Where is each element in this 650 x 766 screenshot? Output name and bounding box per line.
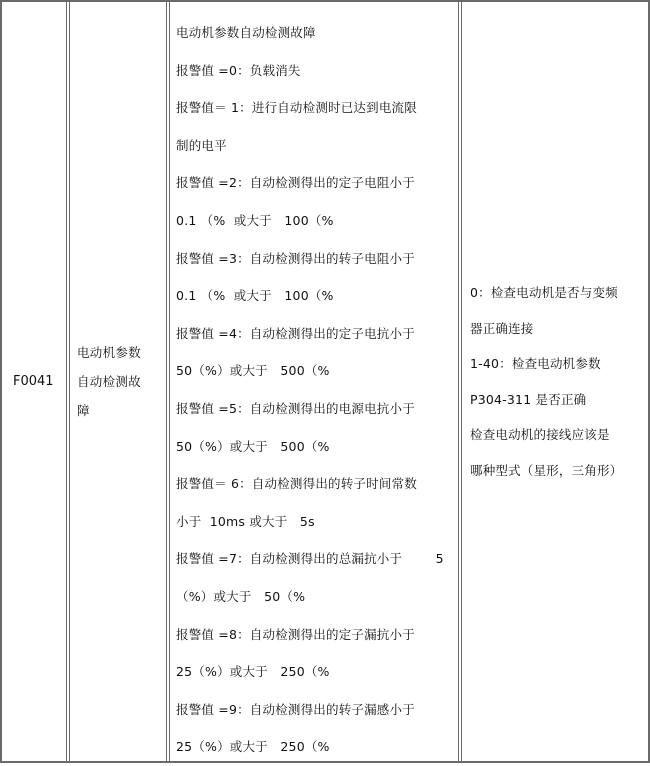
remedy-line: 检查电动机的接线应该是	[470, 427, 610, 442]
remedy-line: 1-40：检查电动机参数	[470, 356, 601, 371]
fault-code-cell	[2, 2, 66, 761]
alarm-line: 0.1 （% 或大于 100（%	[176, 212, 334, 228]
fault-name	[77, 338, 141, 425]
fault-name-line: 电动机参数	[77, 345, 142, 360]
fault-code: F0041	[13, 374, 54, 389]
alarm-line: 报警值 =5：自动检测得出的电源电抗小于	[176, 400, 415, 416]
alarm-line: 报警值 =7：自动检测得出的总漏抗小于 5	[176, 551, 444, 567]
fault-name-line: 障	[77, 403, 90, 418]
alarm-line: 制的电平	[176, 137, 227, 153]
alarm-values-cell	[166, 2, 458, 761]
remedy-line: 0：检查电动机是否与变频	[470, 285, 618, 300]
alarm-line: 50（%）或大于 500（%	[176, 438, 330, 454]
alarm-line: 报警值 =4：自动检测得出的定子电抗小于	[176, 325, 415, 341]
remedy-line: 器正确连接	[470, 320, 534, 336]
alarm-line: 25（%）或大于 250（%	[176, 664, 330, 680]
alarm-line: 报警值 =3：自动检测得出的转子电阻小于	[176, 250, 415, 266]
fault-name-cell	[66, 2, 166, 761]
alarm-line: 小于 10ms 或大于 5s	[176, 513, 315, 529]
alarm-line: 50（%）或大于 500（%	[176, 363, 330, 379]
alarm-line: 报警值 =2：自动检测得出的定子电阻小于	[176, 175, 415, 191]
fault-name-line: 自动检测故	[77, 374, 142, 389]
alarm-line: 报警值 =9：自动检测得出的转子漏感小于	[176, 701, 415, 717]
remedy-line: P304-311 是否正确	[470, 391, 587, 407]
alarm-line: 报警值 =0：负载消失	[176, 62, 301, 78]
alarm-heading: 电动机参数自动检测故障	[176, 25, 316, 40]
alarm-line: 25（%）或大于 250（%	[176, 739, 330, 755]
alarm-line: 报警值＝ 1：进行自动检测时已达到电流限	[176, 100, 417, 116]
remedy-cell	[458, 2, 648, 761]
alarm-line: 报警值＝ 6：自动检测得出的转子时间常数	[176, 476, 417, 492]
remedy-line: 哪种型式（星形，三角形）	[470, 462, 623, 478]
remedy-list	[470, 275, 622, 488]
alarm-line: （%）或大于 50（%	[176, 588, 306, 604]
alarm-line: 报警值 =8：自动检测得出的定子漏抗小于	[176, 626, 415, 642]
alarm-line: 0.1 （% 或大于 100（%	[176, 288, 334, 304]
